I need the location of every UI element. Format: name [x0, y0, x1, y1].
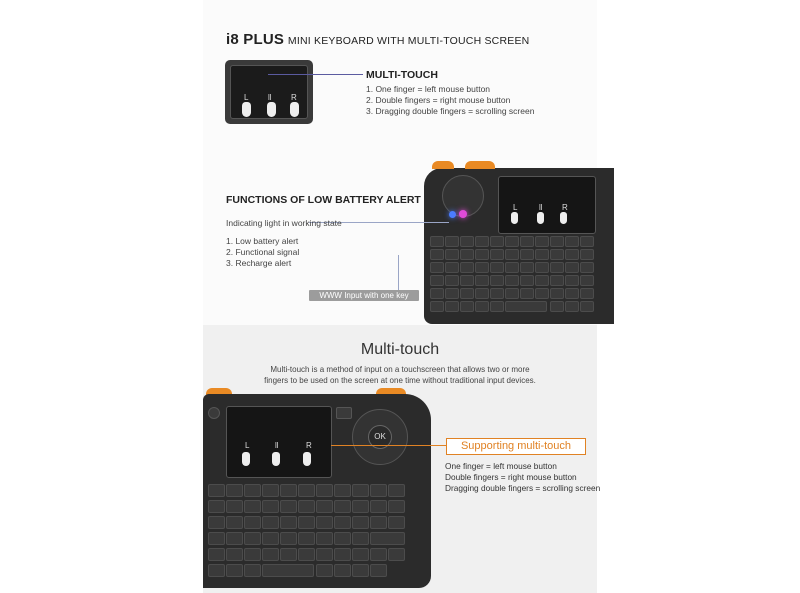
left-label: L — [244, 93, 249, 102]
list-item: Dragging double fingers = scrolling screen — [445, 483, 601, 494]
section-paragraph — [203, 364, 597, 386]
drag-finger-icon — [290, 102, 299, 117]
callout-line — [268, 74, 363, 75]
www-label: WWW Input with one key — [309, 290, 419, 301]
battery-list — [226, 236, 299, 270]
finger-icon — [242, 452, 250, 466]
finger-icon — [242, 102, 251, 117]
paragraph-line: Multi-touch is a method of input on a touchscreen that allows two or more — [270, 365, 530, 374]
power-icon — [208, 407, 220, 419]
list-item: One finger = left mouse button — [445, 461, 557, 471]
pink-led-icon — [459, 210, 467, 218]
left-label: L — [513, 203, 518, 212]
multitouch-heading: MULTI-TOUCH — [366, 69, 438, 81]
right-label: R — [306, 441, 312, 450]
two-finger-icon — [272, 452, 280, 466]
drag-finger-icon — [303, 452, 311, 466]
brand-name: i8 PLUS — [226, 31, 285, 48]
orange-edge — [465, 161, 495, 169]
badge-callout-line — [331, 445, 447, 446]
keyboard-keys-top — [430, 236, 596, 318]
ok-button: OK — [368, 425, 392, 449]
search-icon — [336, 407, 352, 419]
touchpad-bottom — [226, 406, 332, 478]
indicator-text: Indicating light in working state — [226, 218, 342, 228]
pause-glyph: ll — [268, 93, 272, 102]
right-label: R — [291, 93, 297, 102]
supporting-multitouch-badge: Supporting multi-touch — [446, 438, 586, 455]
battery-heading: FUNCTIONS OF LOW BATTERY ALERT — [226, 194, 421, 206]
drag-finger-icon — [560, 212, 567, 224]
two-finger-icon — [537, 212, 544, 224]
list-item: 1. One finger = left mouse button — [366, 84, 491, 94]
pause-glyph: ll — [275, 441, 279, 450]
orange-edge — [432, 161, 454, 169]
section-heading: Multi-touch — [360, 341, 440, 358]
list-item: 3. Dragging double fingers = scrolling screen — [366, 106, 535, 117]
touchpad-illustration — [225, 60, 313, 124]
list-item: 1. Low battery alert — [226, 236, 299, 246]
touchpad-top — [498, 176, 596, 234]
page-title — [226, 31, 529, 48]
two-finger-icon — [267, 102, 276, 117]
www-callout-line — [398, 255, 399, 291]
list-item: Double fingers = right mouse button — [445, 472, 577, 483]
blue-led-icon — [449, 211, 456, 218]
keyboard-keys-bottom — [208, 484, 404, 580]
pause-glyph: ll — [539, 203, 543, 212]
list-item: 2. Double fingers = right mouse button — [366, 95, 511, 106]
left-label: L — [245, 441, 250, 450]
list-item: 2. Functional signal — [226, 247, 300, 258]
list-item: 3. Recharge alert — [226, 258, 292, 269]
paragraph-line: fingers to be used on the screen at one time without traditional input devices. — [264, 376, 536, 385]
section2-list — [445, 461, 600, 495]
finger-icon — [511, 212, 518, 224]
multitouch-list — [366, 84, 534, 118]
title-text: MINI KEYBOARD WITH MULTI-TOUCH SCREEN — [287, 35, 530, 47]
right-label: R — [562, 203, 568, 212]
